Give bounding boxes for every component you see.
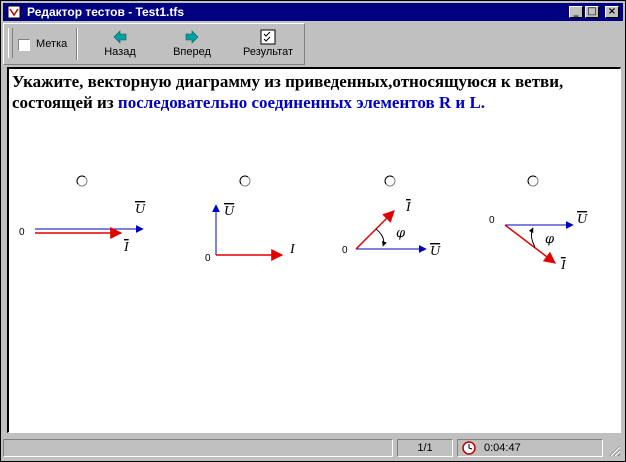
- close-button[interactable]: ×: [605, 6, 619, 18]
- question-text-highlight: последовательно соединенных элементов R и L.: [117, 93, 486, 112]
- option-3-angle-arc: [376, 229, 384, 246]
- arrow-right-icon: [162, 28, 222, 46]
- result-button-label: Результат: [242, 46, 294, 58]
- mark-checkbox-label: Метка: [36, 38, 68, 50]
- forward-button-label: Вперед: [173, 46, 211, 58]
- option-3-current-label: I: [406, 200, 411, 215]
- minimize-button[interactable]: _: [569, 6, 583, 18]
- toolbar-grip[interactable]: [8, 28, 13, 58]
- question-area: [7, 67, 621, 433]
- option-4-current-label: I: [561, 258, 566, 273]
- question-text-main: Укажите, векторную диаграмму из приведенных,относящуюся к ветви, состоящей из: [12, 72, 564, 112]
- checklist-icon: [236, 28, 300, 46]
- option-1-origin: 0: [19, 227, 25, 238]
- option-4-diagram[interactable]: [479, 203, 619, 273]
- resize-grip-icon[interactable]: [607, 443, 621, 457]
- option-2-radio[interactable]: [239, 175, 251, 187]
- result-button[interactable]: [236, 26, 300, 62]
- arrow-left-icon: [90, 28, 150, 46]
- back-button[interactable]: [90, 26, 150, 62]
- option-2-diagram[interactable]: [194, 193, 309, 268]
- option-4-angle-label: φ: [545, 232, 555, 247]
- status-bar: [3, 437, 623, 459]
- question-text: [12, 71, 612, 113]
- toolbar: [3, 23, 305, 65]
- option-1-radio[interactable]: [76, 175, 88, 187]
- option-3-voltage-label: U: [430, 244, 441, 259]
- page-indicator: 1/1: [417, 442, 433, 454]
- status-panel-page: [397, 439, 453, 457]
- option-4-radio[interactable]: [527, 175, 539, 187]
- option-4-angle-arc: [531, 228, 535, 247]
- option-4-voltage-label: U: [577, 212, 588, 227]
- forward-button[interactable]: [162, 26, 222, 62]
- option-2-origin: 0: [205, 253, 211, 264]
- option-2-current-label: I: [290, 242, 295, 257]
- option-2-voltage-label: U: [224, 204, 235, 219]
- option-3-origin: 0: [342, 245, 348, 256]
- option-1-voltage-label: U: [135, 202, 146, 217]
- back-button-label: Назад: [104, 46, 136, 58]
- status-panel-message: [3, 439, 393, 457]
- option-3-diagram[interactable]: [334, 193, 464, 268]
- clock-icon: [462, 441, 476, 455]
- window-title: Редактор тестов - Test1.tfs: [27, 5, 185, 19]
- timer-value: 0:04:47: [484, 442, 521, 454]
- maximize-button[interactable]: □: [585, 6, 599, 18]
- option-4-origin: 0: [489, 215, 495, 226]
- toolbar-separator: [76, 28, 78, 60]
- title-bar[interactable]: [3, 3, 623, 21]
- option-3-current-vector: [356, 211, 394, 249]
- option-3-radio[interactable]: [384, 175, 396, 187]
- option-3-angle-label: φ: [396, 226, 406, 241]
- option-1-diagram[interactable]: [9, 193, 179, 263]
- status-panel-timer: [457, 439, 603, 457]
- app-icon: [7, 5, 21, 19]
- mark-checkbox[interactable]: [18, 39, 30, 51]
- option-1-current-label: I: [124, 240, 129, 255]
